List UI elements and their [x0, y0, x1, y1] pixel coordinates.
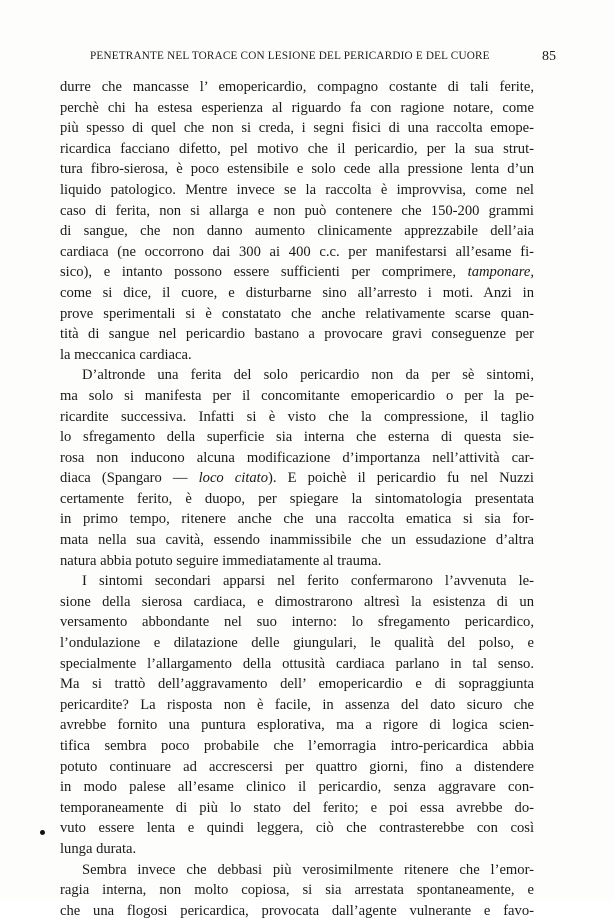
paragraph-2 — [60, 365, 534, 571]
text-line: D’altronde una ferita del solo pericardio non da per sè sintomi, — [82, 367, 534, 384]
text-line: di sangue, che non danno aumento clinicamente apprezzabile dell’aia — [60, 223, 534, 240]
line-text: diaca (Spangaro — — [60, 470, 188, 487]
text-line: l’ondulazione e dilatazione delle giungulari, le qualità del polso, e — [60, 635, 534, 652]
page-number: 85 — [542, 49, 556, 64]
body-text — [60, 77, 534, 921]
text-line: pericardite? La risposta non è facile, in assenza del dato sicuro che — [60, 696, 534, 713]
text-line: ragia interna, non molto copiosa, si sia arrestata spontaneamente, e — [60, 882, 534, 899]
text-line — [60, 262, 534, 283]
text-line: prove sperimentali si è constatato che anche relativamente scarse quan- — [60, 305, 534, 322]
text-line: rosa non inducono alcuna modificazione d’importanza nell’attività car- — [60, 449, 534, 466]
text-line: tità di sangue nel pericardio bastano a provocare gravi conseguenze per — [60, 326, 534, 343]
text-line: liquido patologico. Mentre invece se la raccolta è improvvisa, come nel — [60, 181, 534, 198]
text-line: versamento abbondante nel suo interno: lo sfregamento pericardico, — [60, 614, 534, 631]
running-title: PENETRANTE NEL TORACE CON LESIONE DEL PERICARDIO E DEL CUORE — [90, 50, 490, 62]
text-line: in modo palese all’esame clinico il pericardio, senza aggravare con- — [60, 779, 534, 796]
paragraph-1 — [60, 77, 534, 365]
paragraph-4 — [60, 860, 534, 921]
margin-dot — [40, 830, 45, 835]
italic-citation: loco citato — [198, 470, 269, 487]
text-line: cardiaca (ne occorrono dai 300 ai 400 c.c. per manifestarsi all’esame fi- — [60, 243, 534, 260]
text-line: lunga durata. — [60, 840, 137, 857]
text-line: in primo tempo, ritenere anche che una raccolta ematica si sia for- — [60, 511, 534, 528]
text-line: certamente ferito, è duopo, per spiegare la sintomatologia presentata — [60, 490, 534, 507]
text-line: mata nella sua cavità, essendo inammissibile che un essudazione d’altra — [60, 532, 534, 549]
text-line: potuto continuare ad accrescersi per quattro giorni, fino a distendere — [60, 758, 534, 775]
text-line: ma solo si manifesta per il concomitante emopericardio o per la pe- — [60, 387, 534, 404]
text-line: che una flogosi pericardica, provocata dall’agente vulnerante e favo- — [60, 902, 534, 919]
text-line: tura fibro-sierosa, è poco estensibile e solo cede alla pressione lenta d’un — [60, 161, 534, 178]
italic-term: tamponare, — [467, 264, 534, 281]
text-line: Sembra invece che debbasi più verosimilmente ritenere che l’emor- — [82, 861, 534, 878]
text-line: lo sfregamento della superficie sia interna che esterna di questa sie- — [60, 429, 534, 446]
text-line: tifica sembra poco probabile che l’emorragia intro-pericardica abbia — [60, 738, 534, 754]
text-line: durre che mancasse l’ emopericardio, compagno costante di tali ferite, — [60, 79, 534, 95]
text-line: avrebbe fornito una puntura esplorativa, ma a rigore di logica scien- — [60, 717, 534, 734]
text-line: ricardite successiva. Infatti si è visto che la compressione, il taglio — [60, 408, 534, 425]
text-line: temporaneamente di più lo stato del ferito; e poi essa avrebbe do- — [60, 799, 534, 816]
text-line: I sintomi secondari apparsi nel ferito confermarono l’avvenuta le- — [82, 573, 534, 590]
text-line: vuto essere lenta e quindi leggera, ciò che contrasterebbe con così — [60, 820, 534, 837]
text-line: perchè chi ha estesa esperienza al riguardo fa con ragione notare, come — [60, 99, 534, 116]
paragraph-3 — [60, 571, 534, 859]
text-line: natura abbia potuto seguire immediatamente al trauma. — [60, 552, 382, 569]
text-line: ricardica facciano difetto, pel motivo che il pericardio, per la sua strut- — [60, 140, 534, 157]
page-header — [60, 49, 556, 70]
text-line: la meccanica cardiaca. — [60, 346, 192, 363]
text-line: Ma si trattò dell’aggravamento dell’ emopericardio e di sopraggiunta — [60, 676, 534, 693]
text-line — [60, 468, 534, 489]
line-text: ). E poichè il pericardio fu nel Nuzzi — [268, 470, 534, 487]
line-text: sico), e intanto possono essere sufficienti per comprimere, — [60, 264, 456, 281]
text-line: caso di ferita, non si allarga e non può contenere che 150-200 grammi — [60, 202, 534, 219]
text-line: specialmente l’allargamento della ottusità cardiaca parlano in tal senso. — [60, 655, 534, 672]
text-line: come si dice, il cuore, e disturbarne sino all’arresto i moti. Anzi in — [60, 284, 534, 301]
text-line: più spesso di quel che non si creda, i segni fisici di una raccolta emope- — [60, 120, 534, 137]
text-line: sione della sierosa cardiaca, e dimostrarono altresì la esistenza di un — [60, 593, 534, 610]
